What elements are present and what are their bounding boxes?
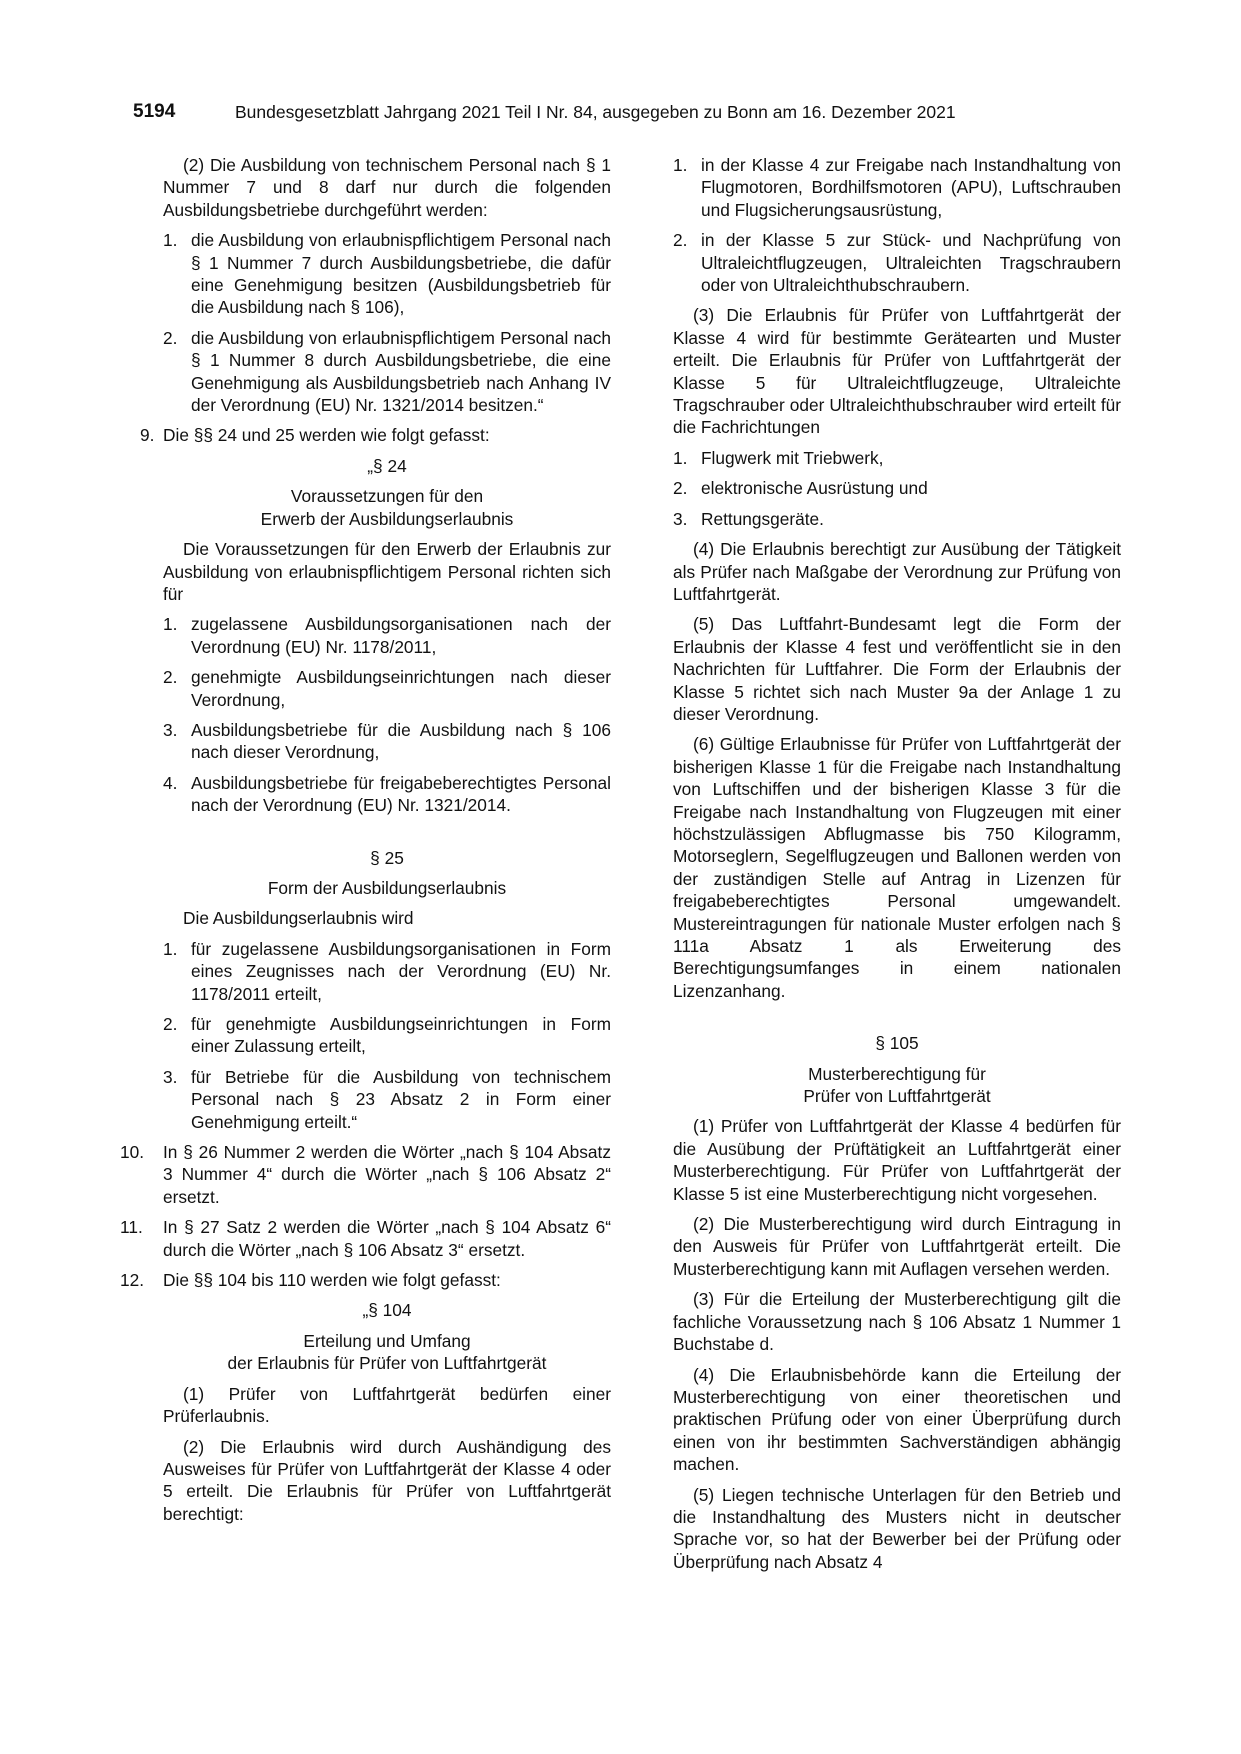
item-number: 1. — [163, 938, 178, 959]
section-paragraph: (2) Die Musterberechtigung wird durch Eintragung in den Ausweis für Prüfer von Luftfahrtgerät erteilt. Die Musterberechtigung kann mit Auflagen versehen werden. — [673, 1214, 1121, 1279]
list-item — [163, 229, 611, 319]
item-number: 3. — [673, 508, 688, 529]
item-text: Ausbildungsbetriebe für die Ausbildung nach § 106 nach dieser Verordnung, — [191, 719, 611, 763]
item-number: 2. — [163, 1014, 178, 1034]
gazette-header: Bundesgesetzblatt Jahrgang 2021 Teil I Nr. 84, ausgegeben zu Bonn am 16. Dezember 2021 — [235, 102, 956, 122]
item-text: Flugwerk mit Triebwerk, — [701, 447, 884, 468]
item-number: 3. — [163, 719, 178, 740]
list-item — [163, 666, 611, 711]
list-item — [163, 719, 611, 764]
list-item — [673, 229, 1121, 296]
list-item — [673, 154, 1121, 221]
section-paragraph: (6) Gültige Erlaubnisse für Prüfer von Luftfahrtgerät der bisherigen Klasse 1 für die Freigabe nach Instandhaltung von Luftschiffen und der bisherigen Klasse 3 für die Freigabe nach Instandhaltung von Flugzeugen mit einer höchstzulässigen Abflugmasse bis 750 Kilogramm, Motorseglern, Segelflugzeugen und Ballonen werden von der zuständigen Stelle auf Antrag in Lizenzen für freigabeberechtigtes Personal umgewandelt. Mustereintragungen für nationale Muster erfolgen nach § 111a Absatz 1 als Erweiterung des Berechtigungsumfanges in einem nationalen Lizenzanhang. — [673, 734, 1121, 1001]
item-text: In § 26 Nummer 2 werden die Wörter „nach § 104 Absatz 3 Nummer 4“ durch die Wörter „nach § 106 Absatz 2“ ersetzt. — [163, 1142, 611, 1207]
item-number: 3. — [163, 1066, 178, 1087]
item-text: elektronische Ausrüstung und — [701, 478, 928, 499]
section-intro: Die Voraussetzungen für den Erwerb der Erlaubnis zur Ausbildung von erlaubnispflichtigem Personal richten sich für — [163, 539, 611, 604]
item-text: für genehmigte Ausbildungseinrichtungen in Form einer Zulassung erteilt, — [191, 1014, 611, 1057]
list-item — [673, 477, 1121, 499]
page-number: 5194 — [133, 101, 176, 122]
list-item — [163, 772, 611, 817]
item-text: Ausbildungsbetriebe für freigabeberechtigtes Personal nach der Verordnung (EU) Nr. 1321/2014. — [191, 772, 611, 816]
section-title-line: Prüfer von Luftfahrtgerät — [803, 1086, 991, 1107]
list-item — [163, 1066, 611, 1133]
item-number: 4. — [163, 772, 178, 793]
item-text: in der Klasse 5 zur Stück- und Nachprüfung von Ultraleichtflugzeugen, Ultraleichten Tragschraubern oder von Ultraleichthubschraubern. — [701, 230, 1121, 296]
item-number: 1. — [673, 447, 688, 468]
item-number: 10. — [120, 1142, 145, 1163]
paragraph-2: (2) Die Ausbildung von technischem Personal nach § 1 Nummer 7 und 8 darf nur durch die folgenden Ausbildungsbetriebe durchgeführt werden: — [163, 155, 611, 220]
item-number: 9. — [140, 425, 155, 446]
item-text: Die §§ 24 und 25 werden wie folgt gefasst: — [163, 425, 490, 446]
item-text: für Betriebe für die Ausbildung von technischem Personal nach § 23 Absatz 2 in Form einer Genehmigung erteilt.“ — [191, 1066, 611, 1132]
item-number: 2. — [673, 478, 688, 499]
item-text: zugelassene Ausbildungsorganisationen nach der Verordnung (EU) Nr. 1178/2011, — [191, 614, 611, 657]
item-text: die Ausbildung von erlaubnispflichtigem Personal nach § 1 Nummer 7 durch Ausbildungsbetriebe, die dafür eine Genehmigung besitzen (Ausbildungsbetrieb für die Ausbildung nach § 106), — [191, 230, 611, 318]
item-text: die Ausbildung von erlaubnispflichtigem Personal nach § 1 Nummer 8 durch Ausbildungsbetriebe, die eine Genehmigung als Ausbildungsbetrieb nach Anhang IV der Verordnung (EU) Nr. 1321/2014 besitzen.“ — [191, 327, 611, 416]
item-text: in der Klasse 4 zur Freigabe nach Instandhaltung von Flugmotoren, Bordhilfsmotoren (APU), Luftschrauben und Flugsicherungsausrüstung, — [701, 155, 1121, 220]
section-title-line: Erteilung und Umfang — [303, 1330, 471, 1351]
section-title-line: der Erlaubnis für Prüfer von Luftfahrtgerät — [227, 1353, 547, 1374]
section-number: „§ 24 — [367, 455, 407, 476]
item-number: 1. — [163, 230, 178, 251]
item-text: Die §§ 104 bis 110 werden wie folgt gefasst: — [163, 1270, 501, 1291]
right-column — [673, 154, 1121, 1581]
section-number: „§ 104 — [362, 1300, 412, 1321]
section-paragraph: (5) Das Luftfahrt-Bundesamt legt die Form der Erlaubnis der Klasse 4 fest und veröffentlicht sie in den Nachrichten für Luftfahrer. Die Form der Erlaubnis der Klasse 5 richtet sich nach Muster 9a der Anlage 1 zu dieser Verordnung. — [673, 614, 1121, 724]
section-number: § 105 — [875, 1033, 919, 1054]
item-text: In § 27 Satz 2 werden die Wörter „nach § 104 Absatz 6“ durch die Wörter „nach § 106 Absatz 3“ ersetzt. — [163, 1217, 611, 1260]
section-title-line: Musterberechtigung für — [808, 1063, 986, 1084]
list-item — [163, 613, 611, 658]
section-paragraph: (1) Prüfer von Luftfahrtgerät der Klasse 4 bedürfen für die Ausübung der Prüftätigkeit an Luftfahrtgerät einer Musterberechtigung. Für Prüfer von Luftfahrtgerät der Klasse 5 ist eine Musterberechtigung nicht vorgesehen. — [673, 1116, 1121, 1204]
item-text: für zugelassene Ausbildungsorganisationen in Form eines Zeugnisses nach der Verordnung (EU) Nr. 1178/2011 erteilt, — [191, 938, 611, 1004]
list-item — [673, 508, 1121, 530]
item-text: genehmigte Ausbildungseinrichtungen nach dieser Verordnung, — [191, 667, 611, 710]
section-title-line: Erwerb der Ausbildungserlaubnis — [260, 508, 514, 529]
amendment-item-9 — [140, 424, 611, 446]
section-paragraph: (3) Die Erlaubnis für Prüfer von Luftfahrtgerät der Klasse 4 wird für bestimmte Gerätearten und Muster erteilt. Die Erlaubnis für Prüfer von Luftfahrtgerät der Klasse 5 für Ultraleichtflugzeuge, Ultraleichte Tragschrauber oder Ultraleichthubschrauber wird erteilt für die Fachrichtungen — [673, 305, 1121, 438]
list-item — [163, 327, 611, 417]
section-paragraph: (5) Liegen technische Unterlagen für den Betrieb und die Instandhaltung des Musters nicht in deutscher Sprache vor, so hat der Bewerber bei der Prüfung oder Überprüfung nach Absatz 4 — [673, 1484, 1121, 1572]
section-paragraph: (2) Die Erlaubnis wird durch Aushändigung des Ausweises für Prüfer von Luftfahrtgerät der Klasse 4 oder 5 erteilt. Die Erlaubnis für Prüfer von Luftfahrtgerät berechtigt: — [163, 1436, 611, 1524]
section-title: Form der Ausbildungserlaubnis — [267, 877, 507, 898]
section-paragraph: (4) Die Erlaubnis berechtigt zur Ausübung der Tätigkeit als Prüfer nach Maßgabe der Verordnung zur Prüfung von Luftfahrtgerät. — [673, 539, 1121, 604]
amendment-item-10 — [120, 1141, 611, 1208]
list-item — [673, 447, 1121, 469]
amendment-item-11 — [120, 1216, 611, 1261]
item-number: 11. — [120, 1217, 143, 1238]
section-paragraph: (4) Die Erlaubnisbehörde kann die Erteilung der Musterberechtigung von einer theoretischen und praktischen Prüfung oder von einer Überprüfung durch einen von ihr bestimmten Sachverständigen abhängig machen. — [673, 1364, 1121, 1475]
item-number: 2. — [163, 327, 178, 348]
list-item — [163, 938, 611, 1005]
list-item — [163, 1013, 611, 1058]
item-number: 2. — [673, 230, 688, 251]
item-number: 1. — [163, 614, 178, 635]
section-title-line: Voraussetzungen für den — [290, 486, 484, 507]
left-column — [120, 154, 611, 1533]
section-paragraph: (1) Prüfer von Luftfahrtgerät bedürfen einer Prüferlaubnis. — [163, 1383, 611, 1427]
item-number: 1. — [673, 155, 688, 175]
item-number: 2. — [163, 667, 178, 688]
item-number: 12. — [120, 1270, 145, 1291]
section-paragraph: (3) Für die Erteilung der Musterberechtigung gilt die fachliche Voraussetzung nach § 106 Absatz 1 Nummer 1 Buchstabe d. — [673, 1289, 1121, 1355]
section-intro: Die Ausbildungserlaubnis wird — [183, 908, 414, 929]
section-number: § 25 — [370, 847, 404, 868]
item-text: Rettungsgeräte. — [701, 508, 824, 529]
amendment-item-12 — [120, 1269, 611, 1291]
